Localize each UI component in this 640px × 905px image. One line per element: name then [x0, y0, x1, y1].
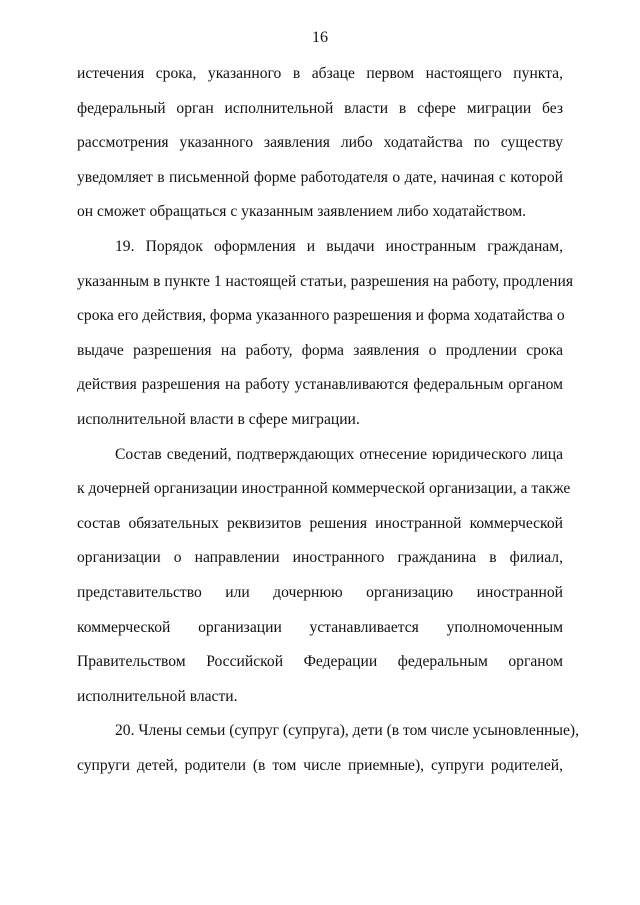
text-line: супруги детей, родители (в том числе приемные), супруги родителей,	[77, 756, 563, 774]
text-line: состав обязательных реквизитов решения иностранной коммерческой	[77, 514, 563, 532]
text-line: к дочерней организации иностранной коммерческой организации, а также	[77, 480, 571, 498]
text-line: Состав сведений, подтверждающих отнесение юридического лица	[115, 445, 563, 463]
paragraph	[77, 59, 563, 232]
paragraph	[77, 440, 571, 717]
paragraph	[77, 716, 580, 785]
text-line: срока его действия, форма указанного разрешения и форма ходатайства о	[77, 307, 565, 325]
text-line: федеральный орган исполнительной власти в сфере миграции без	[77, 99, 563, 117]
text-line: он сможет обращаться с указанным заявлением либо ходатайством.	[77, 203, 527, 221]
text-line: исполнительной власти в сфере миграции.	[77, 410, 360, 428]
text-line: указанным в пункте 1 настоящей статьи, разрешения на работу, продления	[77, 272, 573, 290]
page-number: 16	[312, 29, 328, 46]
text-line: Правительством Российской Федерации федеральным органом	[77, 653, 563, 671]
document-body	[77, 59, 580, 785]
text-line: представительство или дочернюю организацию иностранной	[77, 583, 563, 601]
text-line: рассмотрения указанного заявления либо ходатайства по существу	[77, 134, 563, 152]
text-line: 20. Члены семьи (супруг (супруга), дети (в том числе усыновленные),	[115, 722, 580, 740]
text-line: исполнительной власти.	[77, 687, 238, 705]
text-line: действия разрешения на работу устанавливаются федеральным органом	[77, 376, 563, 394]
text-line: уведомляет в письменной форме работодателя о дате, начиная с которой	[77, 168, 563, 186]
text-line: 19. Порядок оформления и выдачи иностранным гражданам,	[115, 237, 563, 255]
text-line: коммерческой организации устанавливается уполномоченным	[77, 618, 563, 636]
text-line: организации о направлении иностранного гражданина в филиал,	[77, 549, 563, 567]
paragraph	[77, 232, 573, 440]
text-line: истечения срока, указанного в абзаце первом настоящего пункта,	[77, 65, 563, 82]
text-line: выдаче разрешения на работу, форма заявления о продлении срока	[77, 341, 563, 359]
